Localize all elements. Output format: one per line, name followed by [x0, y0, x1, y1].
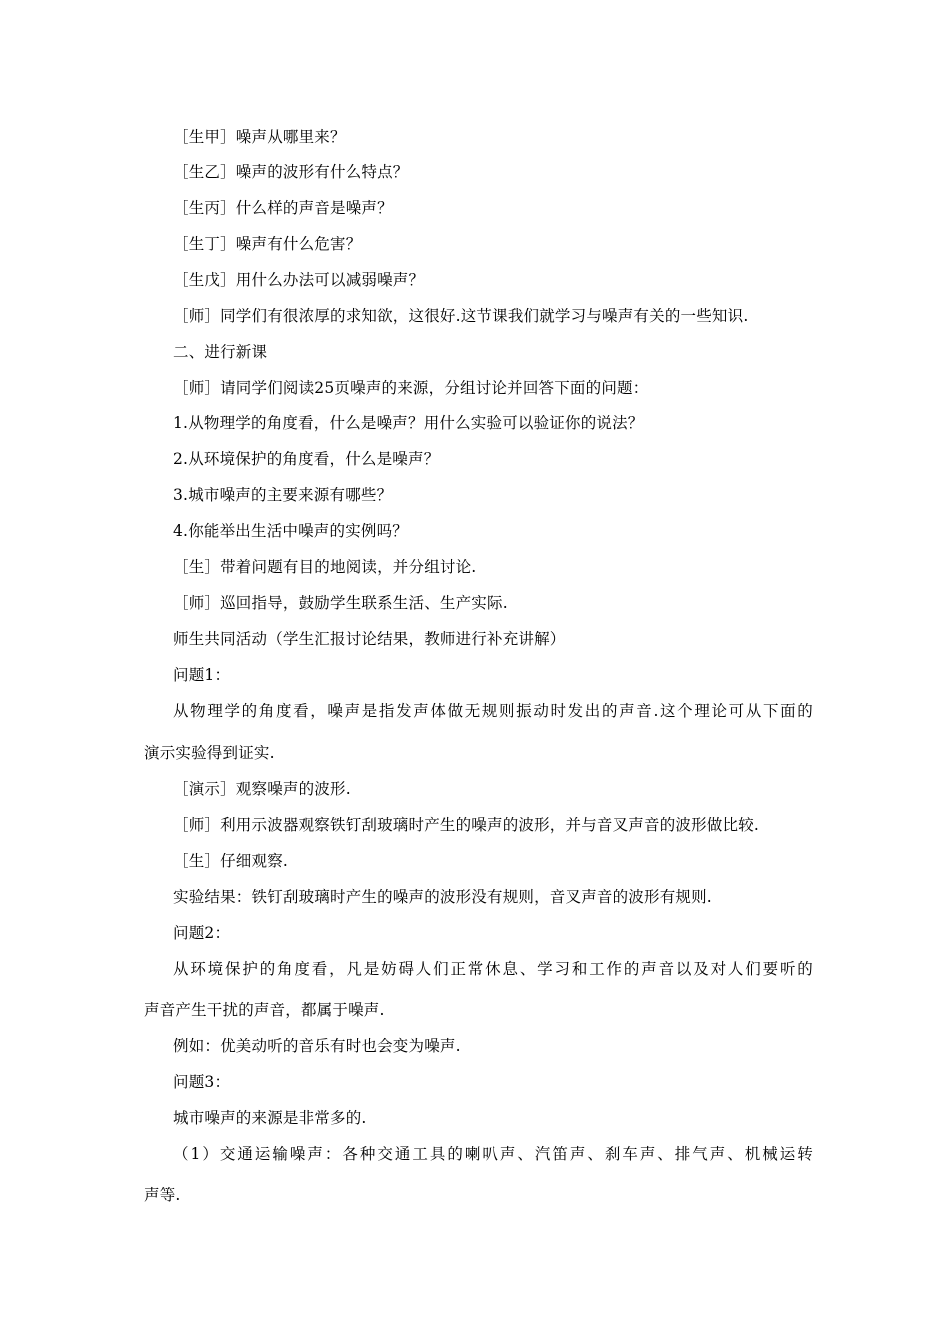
dialogue-line: ［生］仔细观察. [173, 852, 289, 870]
dialogue-line: ［生乙］噪声的波形有什么特点？ [173, 163, 409, 181]
problem-heading: 问题1： [173, 666, 231, 684]
dialogue-line: ［演示］观察噪声的波形. [173, 780, 351, 798]
dialogue-line: ［生丙］什么样的声音是噪声？ [173, 199, 393, 217]
dialogue-line: ［生丁］噪声有什么危害？ [173, 235, 362, 253]
section-heading: 二、进行新课 [173, 343, 268, 361]
paragraph-line: 从物理学的角度看，噪声是指发声体做无规则振动时发出的声音.这个理论可从下面的 [173, 702, 813, 720]
question-item: 1.从物理学的角度看，什么是噪声？用什么实验可以验证你的说法？ [173, 414, 644, 432]
example-line: 例如：优美动听的音乐有时也会变为噪声. [173, 1037, 461, 1055]
question-item: 2.从环境保护的角度看，什么是噪声？ [173, 450, 440, 468]
dialogue-line: ［师］巡回指导，鼓励学生联系生活、生产实际. [173, 594, 508, 612]
dialogue-line: ［师］利用示波器观察铁钉刮玻璃时产生的噪声的波形，并与音叉声音的波形做比较. [173, 816, 760, 834]
dialogue-line: ［师］请同学们阅读25页噪声的来源，分组讨论并回答下面的问题： [173, 379, 649, 397]
result-line: 实验结果：铁钉刮玻璃时产生的噪声的波形没有规则，音叉声音的波形有规则. [173, 888, 712, 906]
dialogue-line: ［生甲］噪声从哪里来？ [173, 128, 346, 146]
dialogue-line: ［生戊］用什么办法可以减弱噪声？ [173, 271, 425, 289]
paragraph-line: 演示实验得到证实. [144, 744, 275, 762]
paragraph-line: 城市噪声的来源是非常多的. [173, 1109, 367, 1127]
question-item: 3.城市噪声的主要来源有哪些？ [173, 486, 393, 504]
paragraph-line: （1）交通运输噪声：各种交通工具的喇叭声、汽笛声、刹车声、排气声、机械运转 [173, 1145, 813, 1163]
paragraph-line: 声音产生干扰的声音，都属于噪声. [144, 1001, 385, 1019]
problem-heading: 问题3： [173, 1073, 231, 1091]
question-item: 4.你能举出生活中噪声的实例吗？ [173, 522, 408, 540]
paragraph-line: 声等. [144, 1186, 181, 1204]
dialogue-line: ［师］同学们有很浓厚的求知欲，这很好.这节课我们就学习与噪声有关的一些知识. [173, 307, 749, 325]
activity-line: 师生共同活动（学生汇报讨论结果，教师进行补充讲解） [173, 630, 566, 648]
dialogue-line: ［生］带着问题有目的地阅读，并分组讨论. [173, 558, 477, 576]
paragraph-line: 从环境保护的角度看，凡是妨碍人们正常休息、学习和工作的声音以及对人们要听的 [173, 960, 813, 978]
problem-heading: 问题2： [173, 924, 231, 942]
